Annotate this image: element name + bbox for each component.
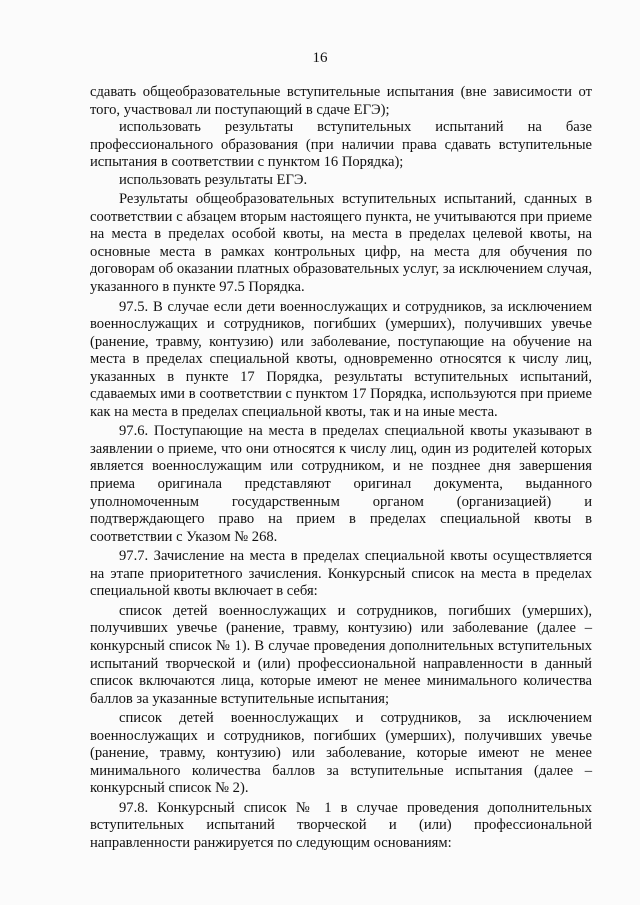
paragraph-ege-results: использовать результаты ЕГЭ.: [119, 171, 308, 188]
page-number: 16: [312, 50, 328, 66]
paragraph-97-6: 97.6. Поступающие на места в пределах специальной квоты указывают в заявлении о приеме, что они относятся к числу лиц, один из родителей которых является военнослужащим или сотрудником, и не позднее дня завершения приема оригинала представляют оригинал документа, выданного уполномоченным государственным органом (организацией) и подтверждающего право на прием в пределах специальной квоты в соответствии с Указом № 268.: [90, 423, 592, 545]
paragraph-97-5: 97.5. В случае если дети военнослужащих и сотрудников, за исключением военнослужащих и сотрудников, погибших (умерших), получивших увечье (ранение, травму, контузию) или заболевание, поступающие на обучение на места в пределах специальной квоты, одновременно относятся к числу лиц, указанных в пункте 17 Порядка, результаты вступительных испытаний, сдаваемых ими в соответствии с пунктом 17 Порядка, используются при приеме как на места в пределах специальной квоты, так и на иные места.: [90, 298, 592, 420]
paragraph-entrance-tests: сдавать общеобразовательные вступительные испытания (вне зависимости от того, участвовал ли поступающий в сдаче ЕГЭ);: [90, 84, 592, 118]
document-body: [90, 84, 592, 853]
paragraph-general-test-results: Результаты общеобразовательных вступительных испытаний, сданных в соответствии с абзацем вторым настоящего пункта, не учитываются при приеме на места в пределах особой квоты, на места в пределах целевой квоты, на основные места в рамках контрольных цифр, на места для обучения по договорам об оказании платных образовательных услуг, за исключением случая, указанного в пункте 97.5 Порядка.: [90, 191, 592, 296]
paragraph-professional-education-results: использовать результаты вступительных испытаний на базе профессионального образования (при наличии права сдавать вступительные испытания в соответствии с пунктом 16 Порядка);: [90, 119, 592, 171]
paragraph-competitive-list-2: список детей военнослужащих и сотрудников, за исключением военнослужащих и сотрудников, погибших (умерших), получивших увечье (ранение, травму, контузию) или заболевание, которые имеют не менее минимального количества баллов за вступительные испытания (далее – конкурсный список № 2).: [90, 710, 592, 797]
paragraph-97-7: 97.7. Зачисление на места в пределах специальной квоты осуществляется на этапе приоритетного зачисления. Конкурсный список на места в пределах специальной квоты включает в себя:: [90, 548, 592, 600]
paragraph-competitive-list-1: список детей военнослужащих и сотрудников, погибших (умерших), получивших увечье (ранение, травму, контузию) или заболевание (далее – конкурсный список № 1). В случае проведения дополнительных вступительных испытаний творческой и (или) профессиональной направленности в данный список включаются лица, которые имеют не менее минимального количества баллов за указанные вступительные испытания;: [90, 602, 592, 707]
paragraph-97-8: 97.8. Конкурсный список № 1 в случае проведения дополнительных вступительных испытаний творческой и (или) профессиональной направленности ранжируется по следующим основаниям:: [90, 799, 592, 851]
